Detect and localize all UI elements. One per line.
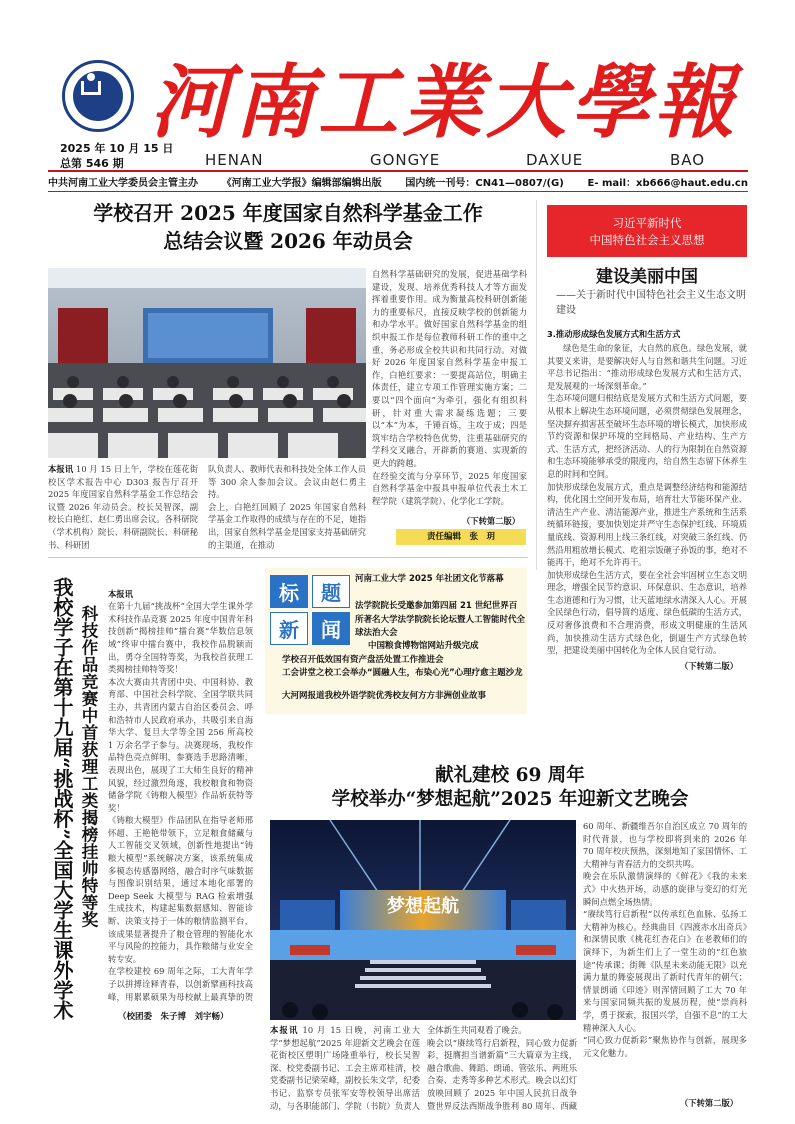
news-item[interactable]: 工会讲堂之校工会举办“圆融人生，布染心光”心理疗愈主题沙龙 bbox=[282, 668, 523, 678]
info-rule bbox=[48, 191, 748, 192]
lead-column-3: 自然科学基础研究的发展，促进基础学科建设，发现、培养优秀科技人才等方面发挥着重要作用。成为衡量高校科研创新能力的重要标尺，直接反映学校的创新能力和办学水平。做好国家自然科学基金的组织申报工作是每位教师科研工作的重中之重，务必形成全校共识和共同行动。对做好 2026 年度国家自然科学基金申报工作，白艳红要求：一要提高站位，明确主体责任，建立专项工作管理实施方案；二要以“四个面向”为牵引，强化有组织科研，针对重大需求凝练选题；三要以“本”为本，千锤百炼，主攻于成；四是筑牢结合学校特色优势，注重基础研究的学科交叉融合，开辟新的赛道、实现新的更大的跨越。 在经验交流与分享环节，2025 年度国家自然科学基金中报具申报单位代表土木工程学院（建筑学院）、化学化工学院。 bbox=[372, 269, 527, 506]
news-item[interactable]: 中国粮食博物馆网站升级完成 bbox=[368, 641, 479, 651]
masthead-rule bbox=[48, 170, 748, 172]
pinyin-daxue: DAXUE bbox=[526, 151, 584, 169]
lead-column-2: 队负责人、教师代表和科技处全体工作人员等 300 余人参加会议。会议由赵仁勇主持。 会上，白艳红回顾了 2025 年国家自然科学基金工作取得的成绩与存在的不足，她指出，国家自然科学基金是国家支持基础研究的主渠道，在推动 bbox=[208, 464, 366, 550]
badge-char-1: 标 bbox=[270, 575, 308, 608]
lead-headline-line1: 学校召开 2025 年度国家自然科学基金工作 bbox=[93, 201, 483, 225]
headline-news-badge bbox=[270, 575, 350, 645]
info-cn: 国内统一刊号：CN41—0807/(G) bbox=[405, 178, 564, 189]
lead-headline-line2: 总结会议暨 2026 年动员会 bbox=[163, 229, 413, 253]
issue-date: 2025 年 10 月 15 日 bbox=[60, 142, 174, 155]
competition-body: 本报讯 在第十九届“挑战杯”全国大学生课外学术科技作品竞赛 2025 年度中国青年科技创新“揭榜挂帅”擂台赛“华数信息领域”终审中擂台赛中，我校作品脱颖而出，勇夺全国特等奖，为我校首获理工类揭榜挂帅特等奖！ 本次大赛由共青团中央、中国科协、教育部、中国社会科学院、全国学联共同主办，共青团内蒙古自治区委员会、呼和浩特市人民政府承办，共吸引来自海华大学、复旦大学等全国 256 所高校 1 万余名学子参与。决赛现场，我校作品特色亮点鲜明，参赛选手思路清晰，表现出色，展现了工大师生良好的精神风貌，经过激烈角逐，我校粮食和物资储备学院《铸粮人模型》作品斩获特等奖！ 《铸粮大模型》作品团队在指导老师邢怀超、王艳艳带领下，立足粮食储藏与人工智能交叉领域，创新性地提出“铸粮大模型”系统解决方案，该系统集成多模态传感器网络，融合时序气味数据与图像识别结果，通过本地化部署的 Deep Seek 大模型与 RAG 检索增强生成技术，构建起集数据感知、智能诊断、决策支持于一体的粮情监测平台，该成果显著提升了粮仓管理的智能化水平与风险的控能力，具作粮储与业安全转专安。 在学校建校 69 周年之际，工大青年学子以拼搏诠释青春，以创新擘画科技高峰，用累累硕果为母校献上最真挚的贺 bbox=[108, 588, 253, 1002]
news-item[interactable]: 法学院院长受邀参加第四届 21 世纪世界百所著名大学法学院院长论坛暨人工智能时代全球法治大会 bbox=[355, 601, 526, 638]
gala-continued: （下转第二版） bbox=[680, 1098, 739, 1108]
pinyin-bao: BAO bbox=[670, 151, 706, 169]
pinyin-gongye: GONGYE bbox=[370, 151, 441, 169]
lead-column-1: 本报讯 10 月 15 日上午，学校在莲花街校区学术报告中心 D303 报告厅召开 2025 年度国家自然科学基金工作总结会议暨 2026 年动员会。校长吴智深，副校长白艳红、赵仁勇出席会议。各科研院（学术机构）院长、科研副院长、科研秘书、科研团 bbox=[48, 464, 198, 550]
issue-number: 总第 546 期 bbox=[60, 157, 124, 170]
column-rule bbox=[536, 200, 537, 570]
badge-char-2: 题 bbox=[312, 575, 350, 608]
competition-headline-outer: 我校学子在第十九届“挑战杯”全国大学生课外学术 bbox=[50, 577, 74, 1021]
badge-char-3: 新 bbox=[270, 612, 308, 645]
badge-char-4: 闻 bbox=[312, 612, 350, 645]
news-item[interactable]: 大河网报道我校外语学院优秀校友何方方非洲创业故事 bbox=[282, 691, 487, 701]
section-heading: 3.推动形成绿色发展方式和生活方式 bbox=[547, 329, 681, 339]
beautiful-china-subtitle: ——关于新时代中国特色社会主义生态文明建设 bbox=[556, 290, 746, 316]
meeting-photo bbox=[48, 268, 366, 458]
gala-headline-line1: 献礼建校 69 周年 bbox=[435, 765, 585, 786]
newspaper-title: 河南工業大學報 bbox=[150, 55, 738, 149]
editor-credit: 责任编辑 张 玥 bbox=[396, 529, 526, 545]
info-bar bbox=[48, 173, 748, 190]
beautiful-china-title: 建设美丽中国 bbox=[596, 267, 698, 287]
university-logo bbox=[62, 60, 134, 132]
info-sponsor: 中共河南工业大学委员会主管主办 bbox=[48, 178, 198, 189]
gala-photo bbox=[270, 820, 576, 1020]
section-rule bbox=[48, 557, 528, 558]
news-item[interactable]: 河南工业大学 2025 年社团文化节落幕 bbox=[355, 574, 504, 584]
xi-continued: （下转第二版） bbox=[680, 661, 739, 671]
pinyin-henan: HENAN bbox=[205, 151, 264, 169]
lead-continued-note: （下转第二版） bbox=[462, 516, 521, 526]
news-item[interactable]: 学校召开低效国有资产盘活处置工作推进会 bbox=[282, 655, 444, 665]
info-email: E- mail：xb666@haut.edu.cn bbox=[587, 178, 748, 189]
beautiful-china-body: 绿色是生命的象征，大自然的底色。绿色发展，就其要义来讲，是要解决好人与自然和谐共生问题。习近平总书记指出：“推动形成绿色发展方式和生活方式，是发展观的一场深刻革命。” 生态环境问题归根结底是发展方式和生活方式问题，要从根本上解决生态环境问题，必须贯彻绿色发展理念，坚决摒弃损害甚至破坏生态环境的增长模式，加快形成节约资源和保护环境的空间格局、产业结构、生产方式、生活方式，把经济活动、人的行为限制在自然资源和生态环境能够承受的限度内，给自然生态留下休养生息的时间和空间。 加快形成绿色发展方式，重点是调整经济结构和能源结构，优化国土空间开发布局，培育壮大节能环保产业、清洁生产产业、清洁能源产业，推进生产系统和生活系统循环链接，要加快划定并严守生态保护红线、环境质量底线、资源利用上线三条红线，对突破三条红线、仍然沿用粗放增长模式、吃祖宗饭砸子孙饭的事，绝对不能再干，绝对不允许再干。 加快形成绿色生活方式，要在全社会牢固树立生态文明理念，增强全民节约意识、环保意识、生态意识，培养生态道德和行为习惯，让天蓝地绿水清深入人心。开展全民绿色行动，倡导简约适度、绿色低碳的生活方式，反对奢侈浪费和不合理消费，形成文明健康的生活风尚，加快推动生活方式绿色化，倒逼生产方式绿色转型，把建设美丽中国转化为全体人民自觉行动。 bbox=[547, 343, 747, 656]
competition-headline-inner: 科技作品竞赛中首获理工类揭榜挂帅特等奖 bbox=[79, 605, 98, 928]
gala-column-3: 60 周年、新疆维吾尔自治区成立 70 周年的时代背景，也与学校即将到来的 2026 年 70 周年校庆预热，深刻地知了家国情怀、工大精神与青春活力的交织共鸣。 晚会在乐队激情演绎的《鲜花》《我的未来式》中火热开场，动感的旋律与变幻的灯光瞬间点燃全场热情。 “赓续笃行启新程”以传承红色血脉、弘扬工大精神为核心。经典曲目《四渡赤水出奇兵》和深情民歌《桃花红杏花白》在老教师们的演绎下，为新生们上了一堂生动的“红色旅途”传承课；街舞《队星未来动能无限》以充满力量的舞姿展现出了新时代青年的朝气；情景朗诵《印迹》则浑情回顾了工大 70 年来与国家同频共振的发展历程，使“崇尚科学，勇于探索，报国兴学，自强不息”的工大精神深入人心。 “同心致力促新彩”聚焦协作与创新，展现多元文化魅力。 bbox=[583, 821, 747, 1058]
gala-column-2: 全体新生共同观看了晚会。 晚会以“赓续笃行启新程，同心致力促新彩，挺膺担当谱新篇”三大篇章为主线，融合歌曲、舞蹈、朗诵、管弦乐、两班乐合奏、走秀等多种艺术形式。晚会以幻灯放映回顾了 2025 年中国人民抗日战争暨世界反法西斯战争胜利 80 周年、西藏 bbox=[427, 1025, 577, 1111]
gala-column-1: 本报讯 10 月 15 日晚，河南工业大学“梦想起航”2025 年迎新文艺晚会在莲花街校区塑明广场隆重举行，校长吴智深、校党委副书记、工会主席邓桂清，校党委副书记梁荣峰，副校长朱文学，纪委书记、监察专员张军安等校领导出席活动，与各职能部门、学院（书院）负责人 bbox=[270, 1025, 420, 1111]
competition-byline: （校团委 朱子博 刘宇畅） bbox=[118, 1012, 229, 1022]
thought-banner: 习近平新时代 中国特色社会主义思想 bbox=[547, 205, 747, 257]
gala-headline-line2: 学校举办“梦想起航”2025 年迎新文艺晚会 bbox=[331, 789, 689, 810]
gala-banner-text: 梦想起航 bbox=[387, 896, 459, 917]
info-edit: 《河南工业大学报》编辑部编辑出版 bbox=[221, 178, 382, 189]
